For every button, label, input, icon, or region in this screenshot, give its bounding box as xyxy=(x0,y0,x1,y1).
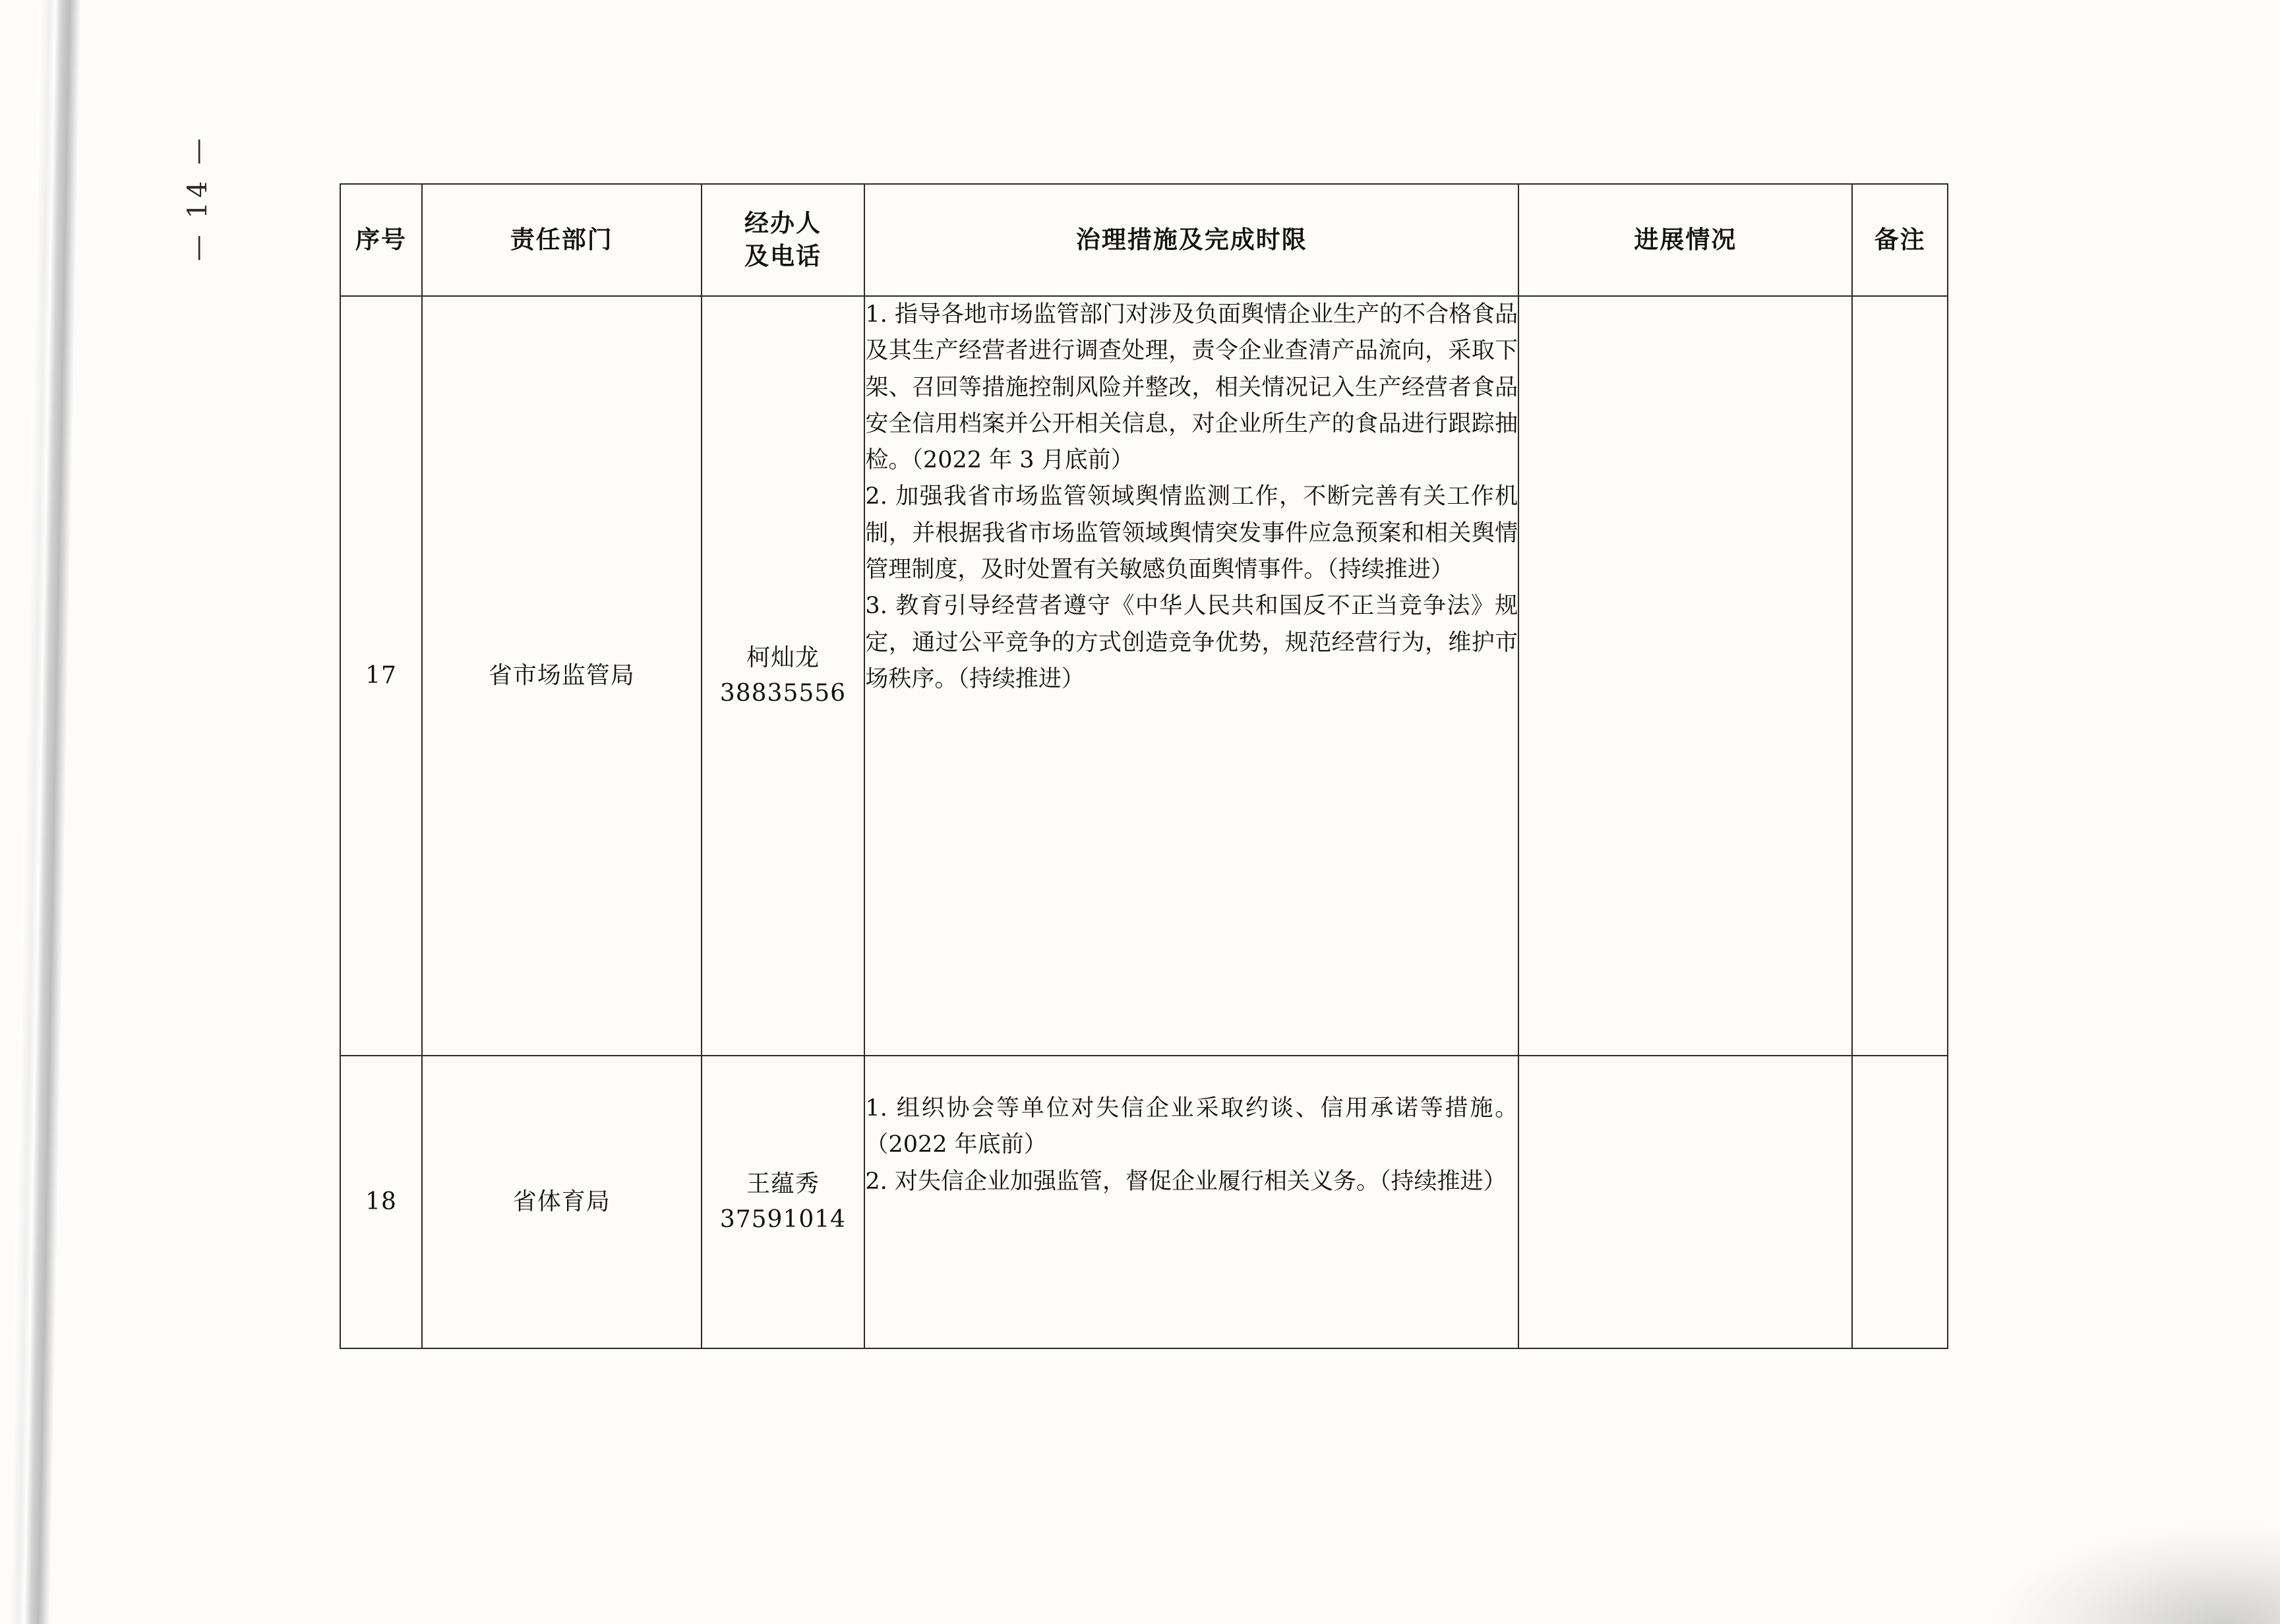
cell-measures xyxy=(864,296,1518,1056)
table-row xyxy=(340,296,1948,1056)
column-header-measures: 治理措施及完成时限 xyxy=(864,184,1518,296)
measure-item: 1. 指导各地市场监管部门对涉及负面舆情企业生产的不合格食品及其生产经营者进行调查处理，责令企业查清产品流向，采取下架、召回等措施控制风险并整改，相关情况记入生产经营者食品安全信用档案并公开相关信息，对企业所生产的食品进行跟踪抽检。（2022 年 3 月底前） xyxy=(865,301,1518,474)
page-number: — 14 — xyxy=(183,134,213,262)
measure-item: 3. 教育引导经营者遵守《中华人民共和国反不正当竞争法》规定，通过公平竞争的方式创造竞争优势，规范经营行为，维护市场秩序。（持续推进） xyxy=(865,593,1518,692)
measure-item: 1. 组织协会等单位对失信企业采取约谈、信用承诺等措施。（2022 年底前） xyxy=(865,1095,1518,1158)
column-header-department: 责任部门 xyxy=(422,184,702,296)
cell-progress xyxy=(1518,296,1852,1056)
measure-item: 2. 对失信企业加强监管，督促企业履行相关义务。（持续推进） xyxy=(865,1168,1507,1195)
cell-contact-name: 王蕴秀 xyxy=(746,1170,820,1197)
cell-no: 17 xyxy=(340,296,422,1056)
cell-contact xyxy=(702,296,865,1056)
cell-measures xyxy=(864,1056,1518,1348)
table-row xyxy=(340,1056,1948,1348)
cell-remark xyxy=(1852,296,1948,1056)
cell-remark xyxy=(1852,1056,1948,1348)
column-header-contact-line1: 经办人 xyxy=(744,208,822,238)
cell-contact-phone: 38835556 xyxy=(719,680,847,707)
column-header-remark: 备注 xyxy=(1852,184,1948,296)
measure-item: 2. 加强我省市场监管领域舆情监测工作，不断完善有关工作机制，并根据我省市场监管领域舆情突发事件应急预案和相关舆情管理制度，及时处置有关敏感负面舆情事件。（持续推进） xyxy=(865,483,1518,584)
cell-department: 省体育局 xyxy=(422,1056,702,1348)
cell-contact-phone: 37591014 xyxy=(719,1206,847,1233)
governance-measures-table xyxy=(340,183,1948,1349)
column-header-contact-line2: 及电话 xyxy=(744,241,822,270)
scan-smudge xyxy=(1996,1525,2280,1624)
cell-contact-name: 柯灿龙 xyxy=(746,644,820,671)
table-header-row xyxy=(340,184,1948,296)
cell-contact xyxy=(702,1056,865,1348)
column-header-no: 序号 xyxy=(340,184,422,296)
column-header-progress: 进展情况 xyxy=(1518,184,1852,296)
column-header-contact xyxy=(702,184,865,296)
cell-no: 18 xyxy=(340,1056,422,1348)
cell-department: 省市场监管局 xyxy=(422,296,702,1056)
cell-progress xyxy=(1518,1056,1852,1348)
